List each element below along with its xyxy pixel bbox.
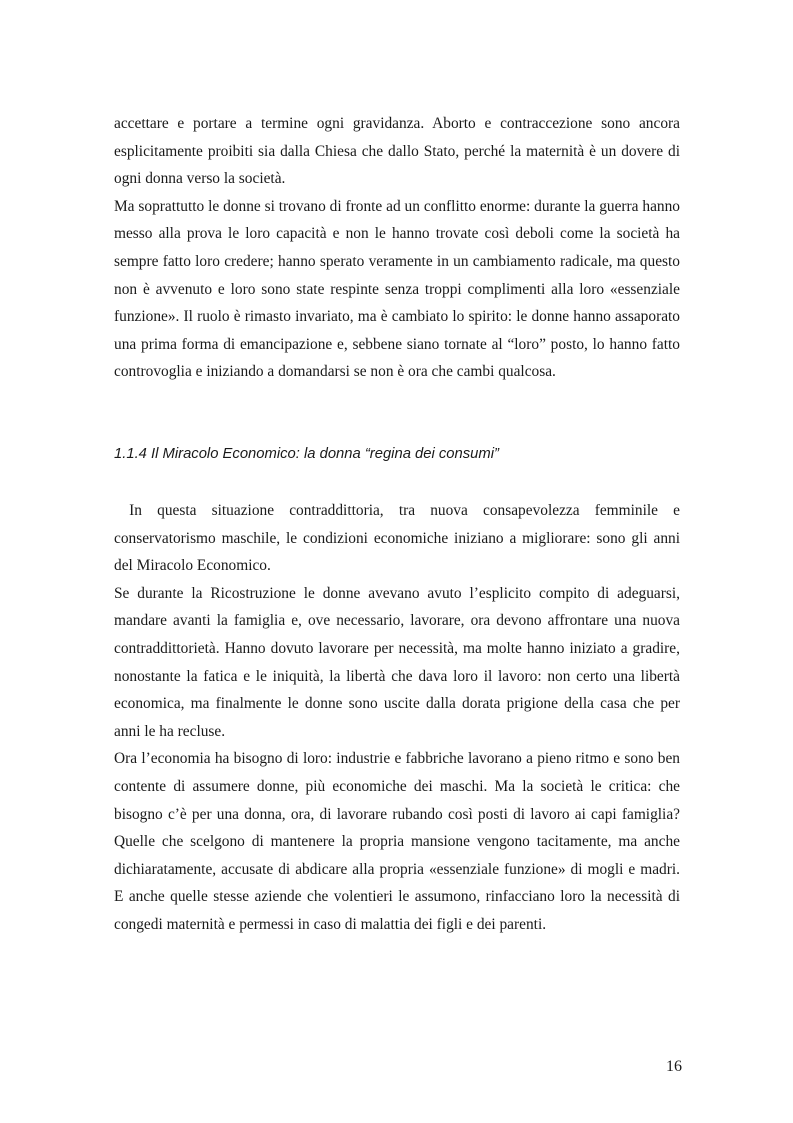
body-text-section [114,497,684,939]
section-heading: 1.1.4 Il Miracolo Economico: la donna “regina dei consumi” [114,446,499,462]
body-text-top [114,110,680,386]
paragraph: Ma soprattutto le donne si trovano di fronte ad un conflitto enorme: durante la guerra hanno messo alla prova le loro capacità e non le hanno trovate così deboli come la società ha sempre fatto loro credere; hanno sperato veramente in un cambiamento radicale, ma questo non è avvenuto e loro sono state respinte senza troppi complimenti alla loro «essenziale funzione». Il ruolo è rimasto invariato, ma è cambiato lo spirito: le donne hanno assaporato una prima forma di emancipazione e, sebbene siano tornate al “loro” posto, lo hanno fatto controvoglia e iniziando a domandarsi se non è ora che cambi qualcosa. [114,197,680,381]
page-number: 16 [666,1058,682,1075]
paragraph: Se durante la Ricostruzione le donne avevano avuto l’esplicito compito di adeguarsi, mandare avanti la famiglia e, ove necessario, lavorare, ora devono affrontare una nuova contraddittorietà. Hanno dovuto lavorare per necessità, ma molte hanno iniziato a gradire, nonostante la fatica e le iniquità, la libertà che dava loro il lavoro: non certo una libertà economica, ma finalmente le donne sono uscite dalla dorata prigione della casa che per anni le ha recluse. [114,584,680,740]
paragraph: In questa situazione contraddittoria, tra nuova consapevolezza femminile e conservatorismo maschile, le condizioni economiche iniziano a migliorare: sono gli anni del Miracolo Economico. [114,502,684,575]
paragraph: Ora l’economia ha bisogno di loro: industrie e fabbriche lavorano a pieno ritmo e sono ben contente di assumere donne, più economiche dei maschi. Ma la società le critica: che bisogno c’è per una donna, ora, di lavorare rubando così posti di lavoro ai capi famiglia? Quelle che scelgono di mantenere la propria mansione vengono tacitamente, ma anche dichiaratamente, accusate di abdicare alla propria «essenziale funzione» di mogli e madri. E anche quelle stesse aziende che volentieri le assumono, rinfacciano loro la necessità di congedi maternità e permessi in caso di malattia dei figli e dei parenti. [114,750,680,933]
paragraph: accettare e portare a termine ogni gravidanza. Aborto e contraccezione sono ancora esplicitamente proibiti sia dalla Chiesa che dallo Stato, perché la maternità è un dovere di ogni donna verso la società. [114,115,680,188]
